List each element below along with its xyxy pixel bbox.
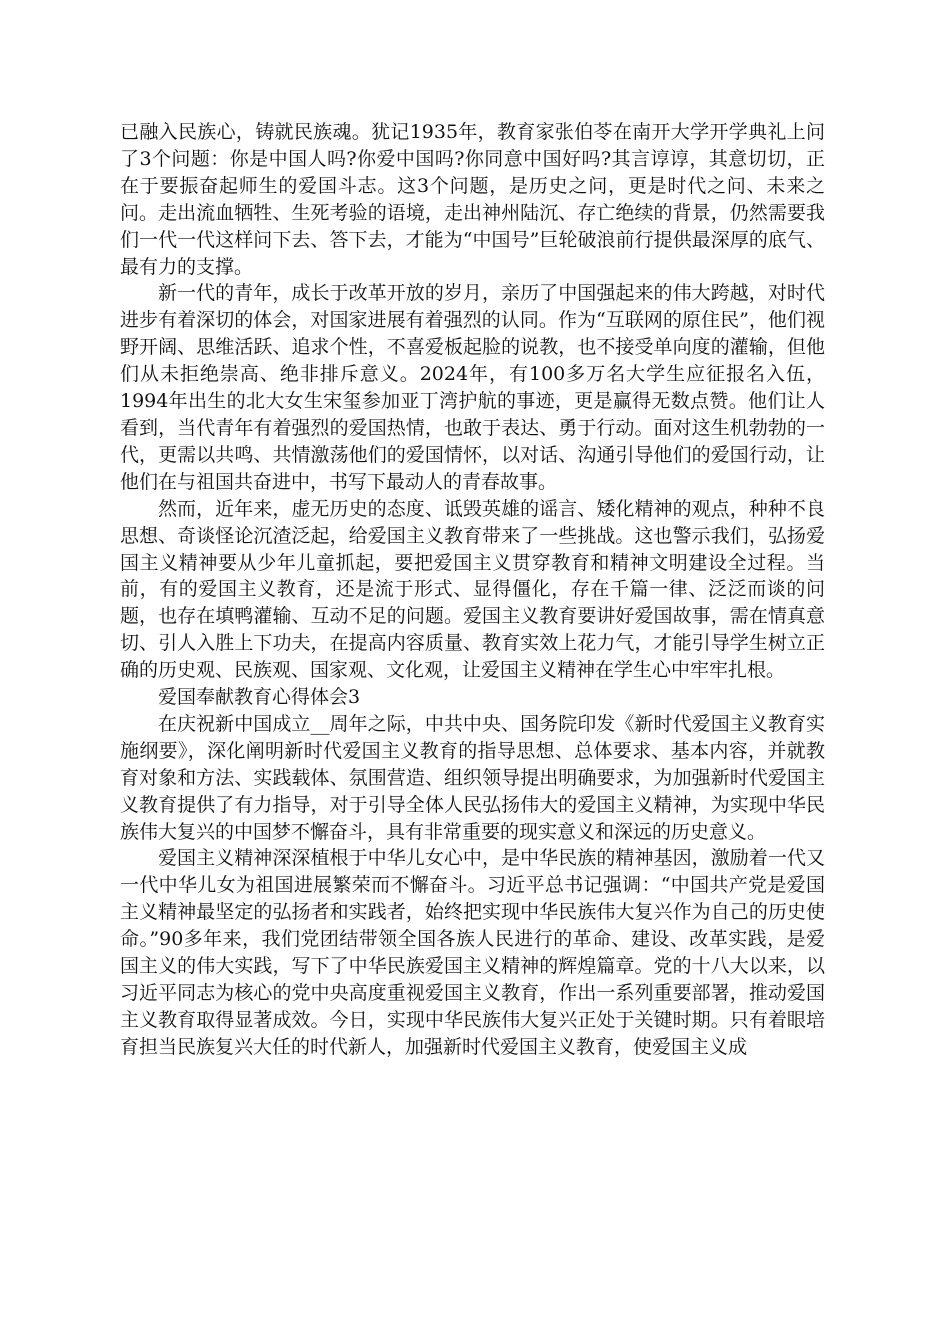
paragraph-5: 爱国主义精神深深植根于中华儿女心中，是中华民族的精神基因，激励着一代又一代中华儿女为祖国进展繁荣而不懈奋斗。习近平总书记强调：“中国共产党是爱国主义精神最坚定的弘扬者和实践者，始终把实现中华民族伟大复兴作为自己的历史使命。”90多年来，我们党团结带领全国各族人民进行的革命、建设、改革实践，是爱国主义的伟大实践，写下了中华民族爱国主义精神的辉煌篇章。党的十八大以来，以习近平同志为核心的党中央高度重视爱国主义教育，作出一系列重要部署，推动爱国主义教育取得显著成效。今日，实现中华民族伟大复兴正处于关键时期。只有着眼培育担当民族复兴大任的时代新人，加强新时代爱国主义教育，使爱国主义成 [120, 847, 825, 1058]
paragraph-1: 已融入民族心，铸就民族魂。犹记1935年，教育家张伯苓在南开大学开学典礼上问了3个问题：你是中国人吗?你爱中国吗?你同意中国好吗?其言谆谆，其意切切，正在于要振奋起师生的爱国斗志。这3个问题，是历史之问，更是时代之问、未来之问。走出流血牺牲、生死考验的语境，走出神州陆沉、存亡绝续的背景，仍然需要我们一代一代这样问下去、答下去，才能为“中国号”巨轮破浪前行提供最深厚的底气、最有力的支撑。 [120, 121, 825, 278]
document-body [120, 119, 825, 1061]
paragraph-3: 然而，近年来，虚无历史的态度、诋毁英雄的谣言、矮化精神的观点，种种不良思想、奇谈怪论沉渣泛起，给爱国主义教育带来了一些挑战。这也警示我们，弘扬爱国主义精神要从少年儿童抓起，要把爱国主义贯穿教育和精神文明建设全过程。当前，有的爱国主义教育，还是流于形式、显得僵化，存在千篇一律、泛泛而谈的问题，也存在填鸭灌输、互动不足的问题。爱国主义教育要讲好爱国故事，需在情真意切、引人入胜上下功夫，在提高内容质量、教育实效上花力气，才能引导学生树立正确的历史观、民族观、国家观、文化观，让爱国主义精神在学生心中牢牢扎根。 [120, 497, 825, 682]
paragraph-4: 在庆祝新中国成立__周年之际，中共中央、国务院印发《新时代爱国主义教育实施纲要》，深化阐明新时代爱国主义教育的指导思想、总体要求、基本内容，并就教育对象和方法、实践载体、氛围营造、组织领导提出明确要求，为加强新时代爱国主义教育提供了有力指导，对于引导全体人民弘扬伟大的爱国主义精神，为实现中华民族伟大复兴的中国梦不懈奋斗，具有非常重要的现实意义和深远的历史意义。 [120, 712, 825, 843]
section-heading: 爱国奉献教育心得体会3 [158, 686, 361, 709]
paragraph-2: 新一代的青年，成长于改革开放的岁月，亲历了中国强起来的伟大跨越，对时代进步有着深切的体会，对国家进展有着强烈的认同。作为“互联网的原住民”，他们视野开阔、思维活跃、追求个性，不喜爱板起脸的说教，也不接受单向度的灌输，但他们从未拒绝崇高、绝非排斥意义。2024年，有100多万名大学生应征报名入伍，1994年出生的北大女生宋玺参加亚丁湾护航的事迹，更是赢得无数点赞。他们让人看到，当代青年有着强烈的爱国热情，也敢于表达、勇于行动。面对这生机勃勃的一代，更需以共鸣、共情激荡他们的爱国情怀，以对话、沟通引导他们的爱国行动，让他们在与祖国共奋进中，书写下最动人的青春故事。 [120, 282, 825, 493]
